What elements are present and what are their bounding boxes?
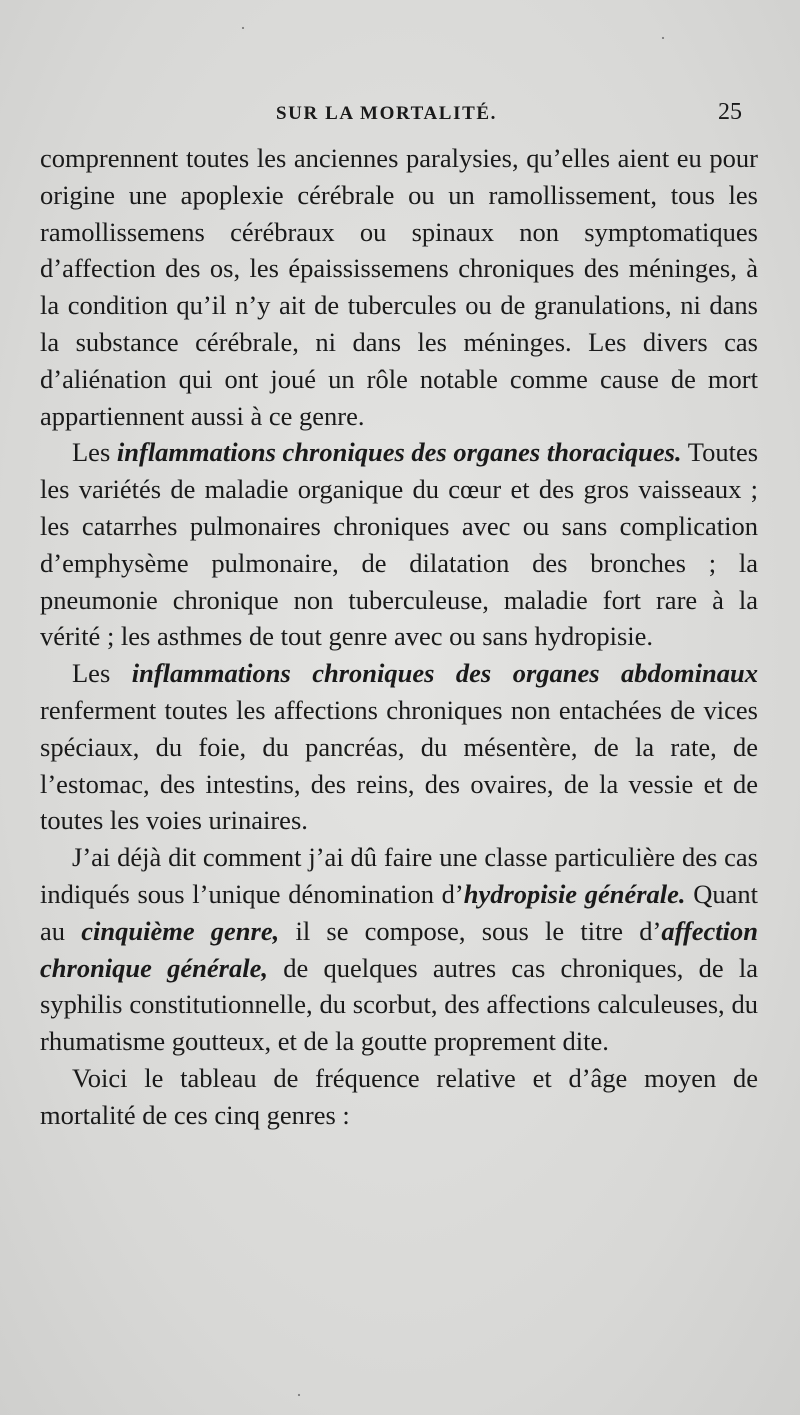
paper-speck: · bbox=[296, 1385, 302, 1405]
paragraph-4-text-2: Quant au bbox=[40, 878, 758, 946]
paragraph-3 bbox=[40, 655, 758, 839]
paragraph-2-italic: inflammations chroniques des organes thoraciques. bbox=[116, 437, 682, 468]
paper-speck: · bbox=[660, 28, 666, 48]
paragraph-5 bbox=[40, 1060, 758, 1134]
bleed-through-text bbox=[60, 1235, 760, 1274]
paragraph-2 bbox=[40, 434, 758, 655]
paragraph-4-text-1: J’ai déjà dit comment j’ai dû faire une classe particulière des cas indiqués sous l’unique dénomination d’ bbox=[40, 842, 758, 909]
paragraph-4-text-4: de quelques autres cas chroniques, de la syphilis constitutionnelle, du scorbut, des affections calculeuses, du rhumatisme goutteux, et de la goutte proprement dite. bbox=[40, 952, 758, 1057]
paragraph-3-text: renferment toutes les affections chroniques non entachées de vices spéciaux, du foie, du pancréas, du mésentère, de la rate, de l’estomac, des intestins, des reins, des ovaires, de la vessie et de toutes les voies urinaires. bbox=[40, 694, 758, 836]
paragraph-2-lead: Les bbox=[72, 437, 117, 468]
paragraph-5-text: Voici le tableau de fréquence relative et d’âge moyen de mortalité de ces cinq genres : bbox=[40, 1062, 758, 1130]
paragraph-4-italic-2: cinquième genre, bbox=[81, 915, 280, 946]
paragraph-3-lead: Les bbox=[72, 658, 132, 689]
page-header bbox=[0, 99, 800, 133]
paragraph-4-italic-3: affection chronique générale, bbox=[40, 915, 759, 983]
paragraph-2-text: Toutes les variétés de maladie organique du cœur et des gros vaisseaux ; les catarrhes pulmonaires chroniques avec ou sans complication d’emphysème pulmonaire, de dilatation des bronches ; la pneumonie chronique non tuberculeuse, maladie fort rare à la vérité ; les asthmes de tout genre avec ou sans hydropisie. bbox=[40, 437, 759, 652]
paragraph-4-text-3: il se compose, sous le titre d’ bbox=[279, 915, 662, 946]
page-number: 25 bbox=[718, 99, 742, 125]
paragraph-1 bbox=[40, 140, 758, 434]
paragraph-3-italic: inflammations chroniques des organes abdominaux bbox=[131, 658, 759, 689]
paragraph-1-text: comprennent toutes les anciennes paralysies, qu’elles aient eu pour origine une apoplexie cérébrale ou un ramollissement, tous les ramollissemens cérébraux ou spinaux non symptomatiques d’affection des os, les épaississemens chroniques des méninges, à la condition qu’il n’y ait de tubercules ou de granulations, ni dans la substance cérébrale, ni dans les méninges. Les divers cas d’aliénation qui ont joué un rôle notable comme cause de mort appartiennent aussi à ce genre. bbox=[40, 143, 758, 431]
paragraph-4-italic-1: hydropisie générale. bbox=[463, 878, 686, 909]
body-text bbox=[40, 140, 758, 1134]
paragraph-4 bbox=[40, 839, 758, 1060]
paper-speck: · bbox=[240, 18, 246, 38]
running-head: SUR LA MORTALITÉ. bbox=[276, 103, 497, 124]
